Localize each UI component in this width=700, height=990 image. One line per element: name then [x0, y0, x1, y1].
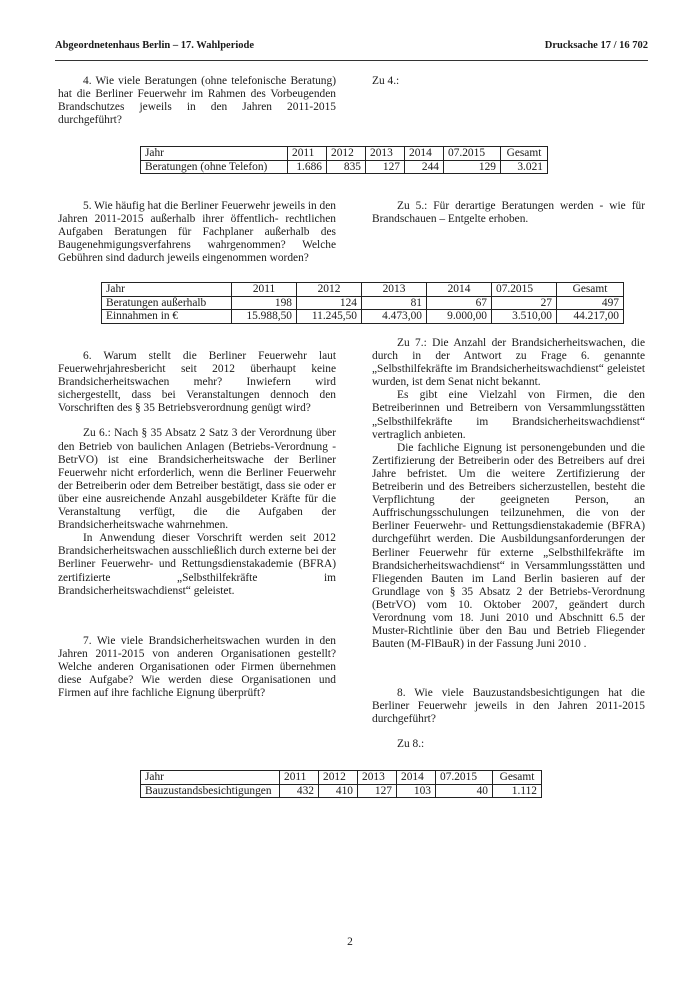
- table-cell: 11.245,50: [297, 310, 362, 324]
- table-header-cell: 2014: [405, 147, 444, 161]
- table-cell: 40: [436, 784, 493, 798]
- table-row: [102, 296, 624, 310]
- table-header-cell: 07.2015: [444, 147, 501, 161]
- table-header-cell: 2011: [232, 283, 297, 297]
- table-row: [141, 784, 542, 798]
- question-7: [58, 635, 336, 700]
- table-cell: Beratungen außerhalb: [102, 296, 232, 310]
- answer-8-label: Zu 8.:: [397, 738, 425, 751]
- table-header-cell: 07.2015: [436, 771, 493, 785]
- table-header-cell: 2014: [397, 771, 436, 785]
- table-row: [102, 310, 624, 324]
- table-cell: 67: [427, 296, 492, 310]
- table-row: [141, 160, 548, 174]
- question-6-text: 6. Warum stellt die Berliner Feuerwehr laut Feuerwehrjahresbericht seit 2012 überhaupt keine Brandsicherheitswachen mehr? Inwiefern wird sichergestellt, dass bei Veranstaltungen dennoch den Vorschriften des § 35 Betriebsverordnung genügt wird?: [58, 350, 336, 415]
- table-cell: 3.021: [501, 160, 548, 174]
- question-5-text: 5. Wie häufig hat die Berliner Feuerwehr jeweils in den Jahren 2011-2015 außerhalb ihrer öffentlich- rechtlichen Aufgaben Beratungen für Fachplaner außerhalb des Baugenehmigungsverfahrens wahrgenommen? Welche Gebühren sind dadurch jeweils eingenommen worden?: [58, 200, 337, 265]
- table-cell: 15.988,50: [232, 310, 297, 324]
- header-rule: [55, 60, 648, 61]
- table-cell: 4.473,00: [362, 310, 427, 324]
- table-cell: 124: [297, 296, 362, 310]
- table-header-cell: Gesamt: [501, 147, 548, 161]
- answer-6-paragraph: In Anwendung dieser Vorschrift werden seit 2012 Brandsicherheitswachen ausschließlich durch externe bei der Berliner Feuerwehr- und Rettungsdienstakademie (BFRA) zertifizierte „Selbsthilfekräfte im Brandsicherheitswachdienst“ geleistet.: [58, 532, 337, 597]
- table-cell: 1.112: [493, 784, 542, 798]
- table-header-cell: 2014: [427, 283, 492, 297]
- table-cell: 9.000,00: [427, 310, 492, 324]
- answer-5: [372, 200, 645, 226]
- table-cell: 1.686: [288, 160, 327, 174]
- question-4: [58, 75, 336, 127]
- question-7-text: 7. Wie viele Brandsicherheitswachen wurden in den Jahren 2011-2015 von anderen Organisationen gestellt? Welche anderen Organisationen oder Firmen übernehmen diese Aufgabe? Wie werden diese Organisationen und Firmen auf ihre fachliche Eignung überprüft?: [58, 635, 336, 700]
- table-header-cell: Jahr: [141, 147, 288, 161]
- question-5: [58, 200, 336, 265]
- table-cell: Bauzustandsbesichtigungen: [141, 784, 280, 798]
- table-beratungen: [140, 146, 548, 174]
- table-cell: 432: [280, 784, 319, 798]
- table-cell: 81: [362, 296, 427, 310]
- table-cell: 244: [405, 160, 444, 174]
- table-header-cell: Gesamt: [557, 283, 624, 297]
- table-header-cell: 2013: [358, 771, 397, 785]
- table-header-cell: 2012: [327, 147, 366, 161]
- answer-7-paragraph: Die fachliche Eignung ist personengebunden und die Zertifizierung der Betreiberin oder des Betreibers auf drei Jahre befristet. Um die weitere Zertifizierung der Betreiberin und des Betreibers sicherzustellen, besteht die Verpflichtung der geeigneten Person, an Auffrischungsschulungen teilzunehmen, die von der Berliner Feuerwehr- und Rettungsdienstakademie (BFRA) durchgeführt werden. Die Ausbildungsanforderungen der Berliner Feuerwehr für externe „Selbsthilfekräfte im Brandsicherheitswachdienst“ in Versammlungsstätten und Fliegenden Bauten im Land Berlin basieren auf der Grundlage von § 35 Absatz 2 der Betriebs-Verordnung (BetrVO) vom 10. Oktober 2007, geändert durch Verordnung vom 18. Juni 2010 und Abschnitt 6.5 der Muster-Richtlinie über den Bau und Betrieb Fliegender Bauten (M-FlBauR) in der Fassung Juni 2010 .: [372, 441, 645, 651]
- question-6-block: [58, 350, 336, 598]
- header-left: Abgeordnetenhaus Berlin – 17. Wahlperiode: [55, 40, 255, 51]
- table-cell: 127: [358, 784, 397, 798]
- table-cell: 497: [557, 296, 624, 310]
- page-number: 2: [347, 936, 353, 948]
- table-header-cell: 2013: [362, 283, 427, 297]
- answer-7: [372, 337, 645, 651]
- table-header-row: [141, 147, 548, 161]
- header-right: Drucksache 17 / 16 702: [544, 40, 648, 51]
- table-header-cell: 2011: [280, 771, 319, 785]
- table-cell: 3.510,00: [492, 310, 557, 324]
- table-header-row: [141, 771, 542, 785]
- table-beratungen-einnahmen: [101, 282, 624, 324]
- table-cell: 44.217,00: [557, 310, 624, 324]
- table-cell: 103: [397, 784, 436, 798]
- table-cell: 27: [492, 296, 557, 310]
- table-header-cell: 2013: [366, 147, 405, 161]
- answer-4: [372, 75, 645, 88]
- question-4-text: 4. Wie viele Beratungen (ohne telefonische Beratung) hat die Berliner Feuerwehr im Rahmen des Vorbeugenden Brandschutzes jeweils in den Jahren 2011-2015 durchgeführt?: [58, 75, 336, 127]
- table-cell: 198: [232, 296, 297, 310]
- table-header-row: [102, 283, 624, 297]
- table-cell: Beratungen (ohne Telefon): [141, 160, 288, 174]
- answer-6-paragraph: Zu 6.: Nach § 35 Absatz 2 Satz 3 der Verordnung über den Betrieb von baulichen Anlagen (Betriebs-Verordnung - BetrVO) ist eine Brandsicherheitswache der Berliner Feuerwehr nicht erforderlich, wenn die Berliner Feuerwehr der Betreiberin oder dem Betreiber bestätigt, dass sie oder er über eine ausreichende Anzahl ausgebildeter Kräfte für die Veranstaltung verfügt, die die Aufgaben der Brandsicherheitswache wahrnehmen.: [58, 427, 336, 532]
- table-header-cell: 2011: [288, 147, 327, 161]
- table-cell: 835: [327, 160, 366, 174]
- answer-4-label: Zu 4.:: [372, 75, 400, 87]
- table-header-cell: 2012: [319, 771, 358, 785]
- table-cell: 127: [366, 160, 405, 174]
- question-8: [372, 687, 645, 751]
- table-cell: Einnahmen in €: [102, 310, 232, 324]
- table-header-cell: 07.2015: [492, 283, 557, 297]
- answer-7-paragraph: Zu 7.: Die Anzahl der Brandsicherheitswachen, die durch in der Antwort zu Frage 6. genannte „Selbsthilfekräfte im Brandsicherheitswachdienst“ geleistet wurden, ist dem Senat nicht bekannt.: [372, 337, 645, 389]
- answer-7-paragraph: Es gibt eine Vielzahl von Firmen, die den Betreiberinnen und Betreibern von Versammlungsstätten „Selbsthilfekräfte im Brandsicherheitswachdienst“ vertraglich anbieten.: [372, 389, 645, 441]
- table-header-cell: 2012: [297, 283, 362, 297]
- table-header-cell: Gesamt: [493, 771, 542, 785]
- table-cell: 410: [319, 784, 358, 798]
- question-8-text: 8. Wie viele Bauzustandsbesichtigungen hat die Berliner Feuerwehr jeweils in den Jahren 2011-2015 durchgeführt?: [372, 687, 645, 726]
- table-header-cell: Jahr: [102, 283, 232, 297]
- answer-5-text: Zu 5.: Für derartige Beratungen werden - wie für Brandschauen – Entgelte erhoben.: [372, 200, 645, 226]
- table-cell: 129: [444, 160, 501, 174]
- table-bauzustandsbesichtigungen: [140, 770, 542, 798]
- table-header-cell: Jahr: [141, 771, 280, 785]
